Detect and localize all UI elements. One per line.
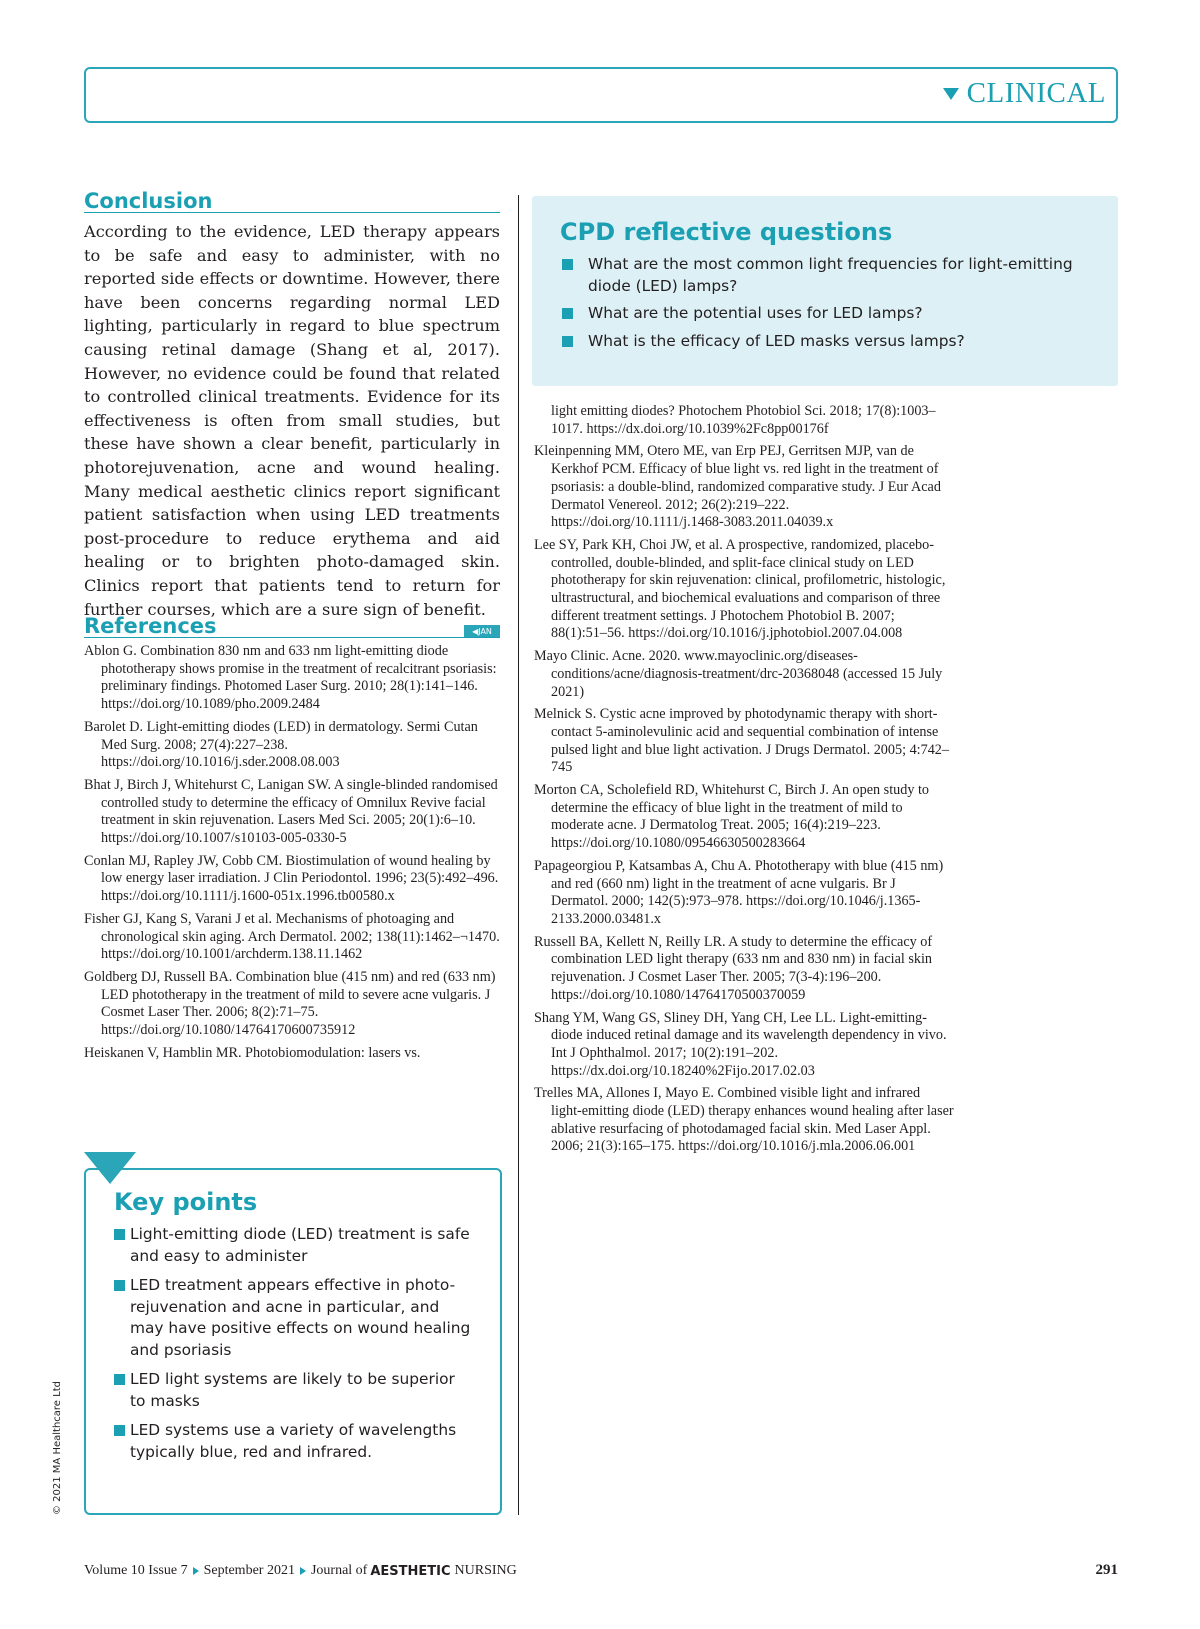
conclusion-heading: Conclusion: [84, 190, 500, 213]
cpd-question: [560, 331, 1090, 353]
reference-item: Heiskanen V, Hamblin MR. Photobiomodulation: lasers vs.: [84, 1044, 421, 1061]
key-points-title: Key points: [114, 1188, 258, 1216]
key-point-text: LED treatment appears effective in photo-rejuvenation and acne in particular, and may have positive effects on wound healing and psoriasis: [130, 1276, 471, 1359]
end-of-article-icon: ◀JAN: [464, 625, 500, 638]
footer-journal-prefix: Journal of: [310, 1563, 368, 1578]
reference-item: Bhat J, Birch J, Whitehurst C, Lanigan SW. A single-blinded randomised controlled study to determine the efficacy of Omnilux Revive facial treatment in skin rejuvenation. Lasers Med Sci. 2005; 20(1):6–10. https://doi.org/10.1007/s10103-005-0330-5: [84, 776, 498, 847]
square-bullet-icon: [562, 259, 573, 270]
section-tag: [943, 77, 1106, 110]
reference-item: Papageorgiou P, Katsambas A, Chu A. Phototherapy with blue (415 nm) and red (660 nm) light in the treatment of acne vulgaris. Br J Dermatol. 2000; 142(5):973–978. https://doi.org/10.1046/j.1365-2133.2000.03481.x: [534, 857, 944, 927]
triangle-right-icon: [193, 1567, 199, 1575]
references-left-column: [84, 643, 504, 1067]
copyright-notice: © 2021 MA Healthcare Ltd: [52, 1381, 63, 1515]
key-point: [114, 1369, 472, 1412]
reference-item: Goldberg DJ, Russell BA. Combination blue (415 nm) and red (633 nm) LED phototherapy in the treatment of mild to severe acne vulgaris. J Cosmet Laser Ther. 2006; 8(2):71–75. https://doi.org/10.1080/14764170600735912: [84, 968, 496, 1039]
triangle-right-icon: [300, 1567, 306, 1575]
cpd-question-text: What are the potential uses for LED lamps?: [588, 304, 923, 322]
key-points-list: [114, 1224, 472, 1463]
conclusion-body: [84, 220, 500, 638]
reference-item: Kleinpenning MM, Otero ME, van Erp PEJ, Gerritsen MJP, van de Kerkhof PCM. Efficacy of blue light vs. red light in the treatment of psoriasis: a double-blind, randomized comparative study. J Eur Acad Dermatol Venereol. 2012; 26(2):219–222. https://doi.org/10.1111/j.1468-3083.2011.04039.x: [534, 443, 941, 531]
reference-item: Morton CA, Scholefield RD, Whitehurst C, Birch J. An open study to determine the efficacy of blue light in the treatment of mild to moderate acne. J Dermatolog Treat. 2005; 16(4):219–223. https://doi.org/10.1080/09546630500283664: [534, 782, 929, 852]
key-point-text: LED systems use a variety of wavelengths typically blue, red and infrared.: [130, 1421, 457, 1461]
references-right-column: [534, 403, 954, 1161]
cpd-questions-box: [532, 196, 1118, 386]
reference-item: Melnick S. Cystic acne improved by photodynamic therapy with short-contact 5-aminolevulinic acid and sequential combination of intense pulsed light and blue light activation. J Drugs Dermatol. 2005; 4:742–745: [534, 706, 949, 776]
reference-item: Ablon G. Combination 830 nm and 633 nm light-emitting diode phototherapy shows promise in the treatment of recalcitrant psoriasis: preliminary findings. Photomed Laser Surg. 2010; 28(1):141–146. https://doi.org/10.1089/pho.2009.2484: [84, 643, 497, 713]
page-number: 291: [1095, 1562, 1118, 1578]
reference-item: Trelles MA, Allones I, Mayo E. Combined visible light and infrared light-emitting diode (LED) therapy enhances wound healing after laser ablative resurfacing of photodamaged facial skin. Med Laser Appl. 2006; 21(3):165–175. https://doi.org/10.1016/j.mla.2006.06.001: [534, 1085, 954, 1155]
column-divider: [518, 195, 519, 1515]
square-bullet-icon: [114, 1374, 125, 1385]
key-point: [114, 1420, 472, 1463]
cpd-question: [560, 254, 1090, 297]
reference-item: Barolet D. Light-emitting diodes (LED) in dermatology. Sermi Cutan Med Surg. 2008; 27(4):227–238. https://doi.org/10.1016/j.sder.2008.08.003: [84, 718, 478, 771]
key-points-box: [84, 1168, 502, 1515]
footer-journal-brand: AESTHETIC: [370, 1563, 451, 1579]
reference-item: Conlan MJ, Rapley JW, Cobb CM. Biostimulation of wound healing by low energy laser irradiation. J Clin Periodontol. 1996; 23(5):492–496. https://doi.org/10.1111/j.1600-051x.1996.tb00580.x: [84, 852, 499, 905]
triangle-down-icon: [943, 88, 959, 100]
reference-item: Mayo Clinic. Acne. 2020. www.mayoclinic.org/diseases-conditions/acne/diagnosis-treatment/drc-20368048 (accessed 15 July 2021): [534, 648, 943, 700]
references-heading: References: [84, 615, 500, 638]
footer-date: September 2021: [203, 1563, 295, 1578]
square-bullet-icon: [114, 1229, 125, 1240]
key-point-text: Light-emitting diode (LED) treatment is safe and easy to administer: [130, 1225, 470, 1265]
cpd-question-list: [560, 254, 1090, 352]
cpd-question-text: What is the efficacy of LED masks versus lamps?: [588, 331, 965, 350]
footer-journal-suffix: NURSING: [454, 1563, 517, 1578]
key-point: [114, 1224, 472, 1267]
cpd-question-text: What are the most common light frequencies for light-emitting diode (LED) lamps?: [588, 255, 1073, 295]
key-point: [114, 1275, 472, 1361]
reference-item: Lee SY, Park KH, Choi JW, et al. A prospective, randomized, placebo-controlled, double-blinded, and split-face clinical study on LED phototherapy for skin rejuvenation: clinical, profilometric, histologic, ultrastructural, and biochemical evaluations and comparison of three different treatment settings. J Photochem Photobiol B. 2007; 88(1):51–56. https://doi.org/10.1016/j.jphotobiol.2007.04.008: [534, 536, 946, 642]
key-points-notch-icon: [84, 1152, 136, 1184]
reference-continuation: light emitting diodes? Photochem Photobiol Sci. 2018; 17(8):1003–1017. https://dx.doi.org/10.1039%2Fc8pp00176f: [551, 403, 936, 437]
key-point-text: LED light systems are likely to be superior to masks: [130, 1370, 455, 1410]
square-bullet-icon: [114, 1280, 125, 1291]
reference-item: Russell BA, Kellett N, Reilly LR. A study to determine the efficacy of combination LED light therapy (633 nm and 830 nm) in facial skin rejuvenation. J Cosmet Laser Ther. 2005; 7(3-4):196–200. https://doi.org/10.1080/14764170500370059: [534, 933, 933, 1003]
square-bullet-icon: [562, 336, 573, 347]
cpd-question: [560, 303, 1090, 325]
square-bullet-icon: [114, 1425, 125, 1436]
reference-item: Shang YM, Wang GS, Sliney DH, Yang CH, Lee LL. Light-emitting-diode induced retinal damage and its wavelength dependency in vivo. Int J Ophthalmol. 2017; 10(2):191–202. https://dx.doi.org/10.18240%2Fijo.2017.02.03: [534, 1009, 947, 1079]
footer: [84, 1563, 517, 1579]
conclusion-text: According to the evidence, LED therapy appears to be safe and easy to administer, with no reported side effects or downtime. However, there have been concerns regarding normal LED lighting, particularly in regard to blue spectrum causing retinal damage (Shang et al, 2017). However, no evidence could be found that related to controlled clinical treatments. Evidence for its effectiveness is often from small studies, but these have shown a clear benefit, particularly in photorejuvenation, acne and wound healing. Many medical aesthetic clinics report significant patient satisfaction when using LED treatments post-procedure to reduce erythema and aid healing or to brighten photo-damaged skin. Clinics report that patients tend to return for further courses, which are a sure sign of benefit.: [84, 222, 500, 619]
section-header-box: [84, 67, 1118, 123]
footer-volume: Volume 10 Issue 7: [84, 1563, 188, 1578]
square-bullet-icon: [562, 308, 573, 319]
section-label: CLINICAL: [966, 77, 1106, 109]
cpd-title: CPD reflective questions: [560, 218, 893, 246]
reference-item: Fisher GJ, Kang S, Varani J et al. Mechanisms of photoaging and chronological skin aging. Arch Dermatol. 2002; 138(11):1462–¬1470. https://doi.org/10.1001/archderm.138.11.1462: [84, 910, 500, 963]
